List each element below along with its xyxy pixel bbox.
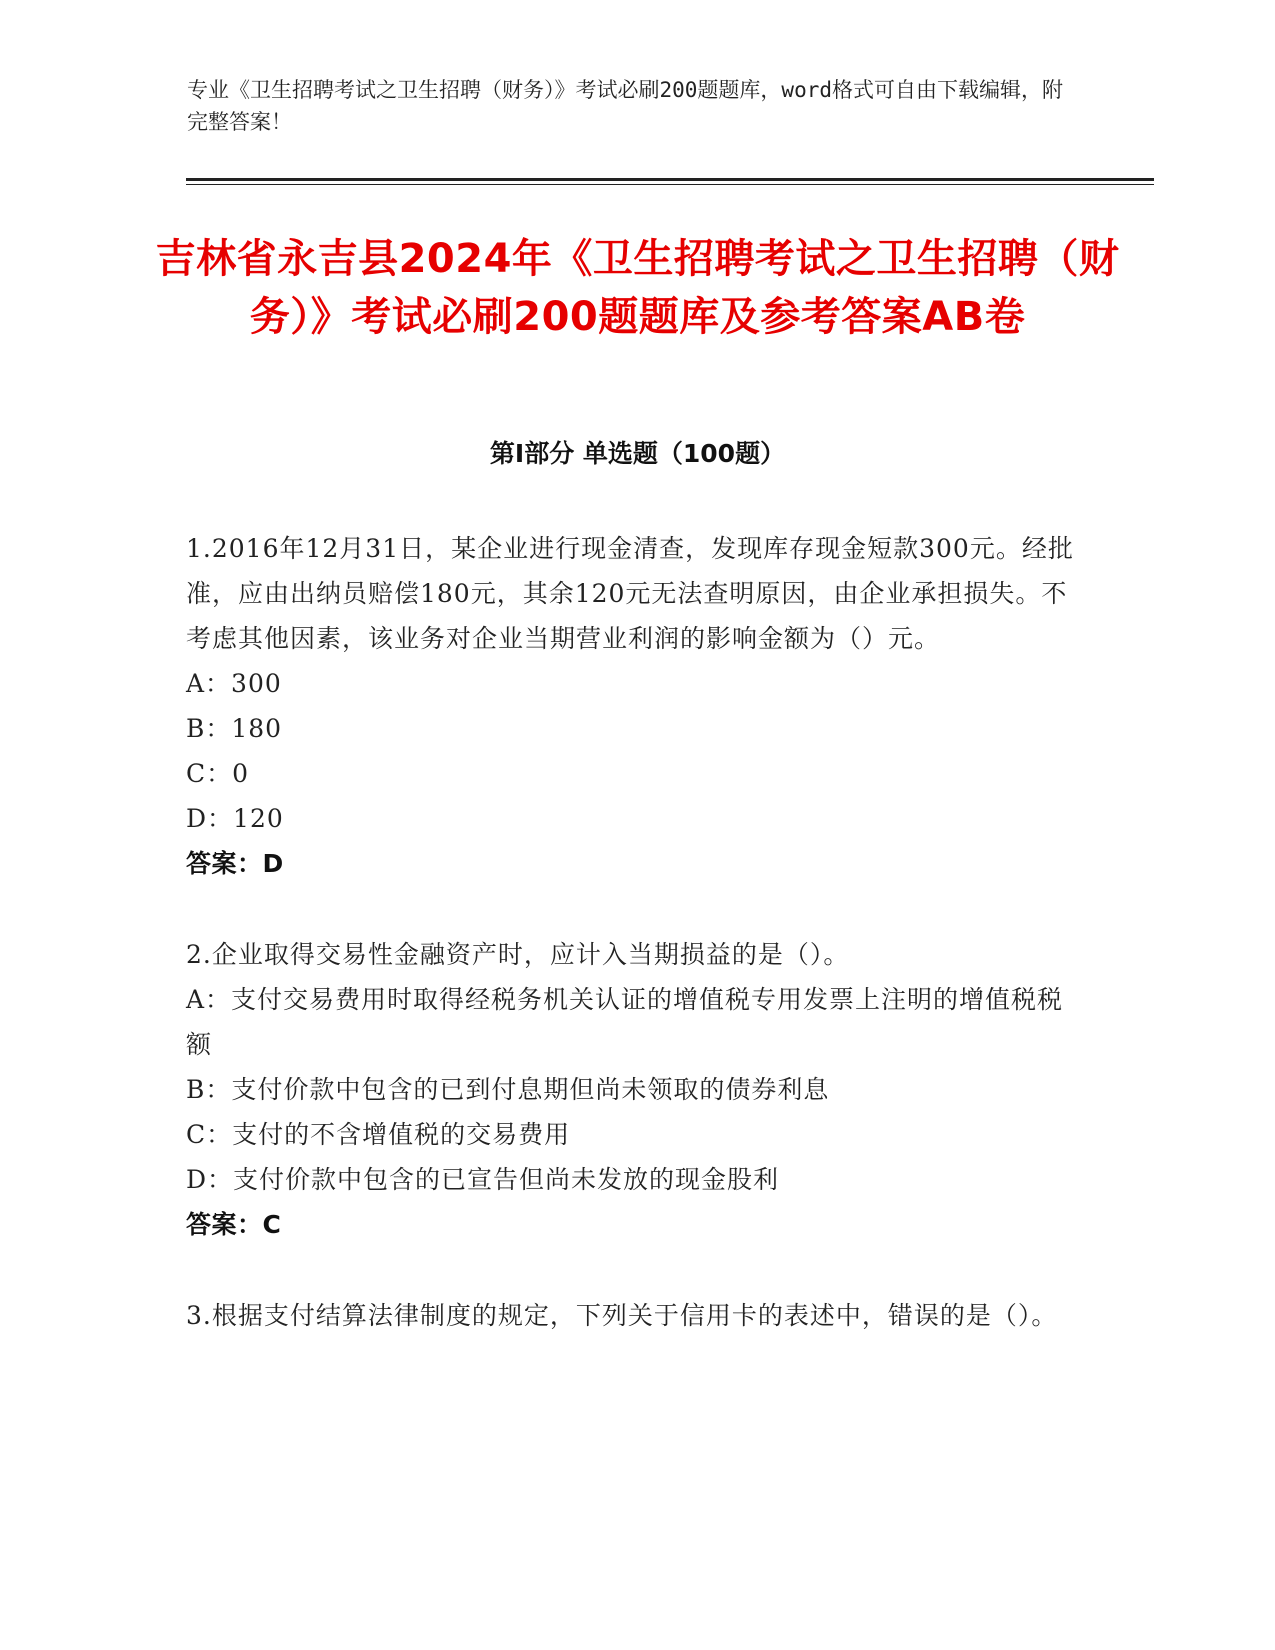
header-divider-thin [186,184,1154,185]
option-b: B：支付价款中包含的已到付息期但尚未领取的债券利息 [186,1075,830,1104]
header-divider-thick [186,178,1154,181]
answer: 答案：C [186,1210,282,1239]
question-3 [186,1293,1076,1338]
option-d: D：120 [186,804,284,833]
option-b: B：180 [186,714,283,743]
question-list [186,526,1076,1384]
option-d: D：支付价款中包含的已宣告但尚未发放的现金股利 [186,1165,780,1194]
answer: 答案：D [186,849,284,878]
question-text: 1.2016年12月31日，某企业进行现金清查，发现库存现金短款300元。经批准，应由出纳员赔偿180元，其余120元无法查明原因，由企业承担损失。不考虑其他因素，该业务对企业当期营业利润的影响金额为（）元。 [186,534,1074,653]
option-c: C：支付的不含增值税的交易费用 [186,1120,571,1149]
option-a: A：300 [186,669,282,698]
header-note: 专业《卫生招聘考试之卫生招聘（财务）》考试必刷200题题库，word格式可自由下载编辑，附完整答案！ [187,78,1063,134]
option-c: C：0 [186,759,250,788]
option-a: A：支付交易费用时取得经税务机关认证的增值税专用发票上注明的增值税税额 [186,985,1064,1059]
section-title: 第I部分 单选题（100题） [489,439,786,468]
document-title: 吉林省永吉县2024年《卫生招聘考试之卫生招聘（财务）》考试必刷200题题库及参考答案AB卷 [155,236,1120,340]
question-1 [186,526,1076,886]
question-text: 2.企业取得交易性金融资产时，应计入当期损益的是（）。 [186,940,850,969]
question-text: 3.根据支付结算法律制度的规定，下列关于信用卡的表述中，错误的是（）。 [186,1301,1058,1330]
question-2 [186,932,1076,1247]
